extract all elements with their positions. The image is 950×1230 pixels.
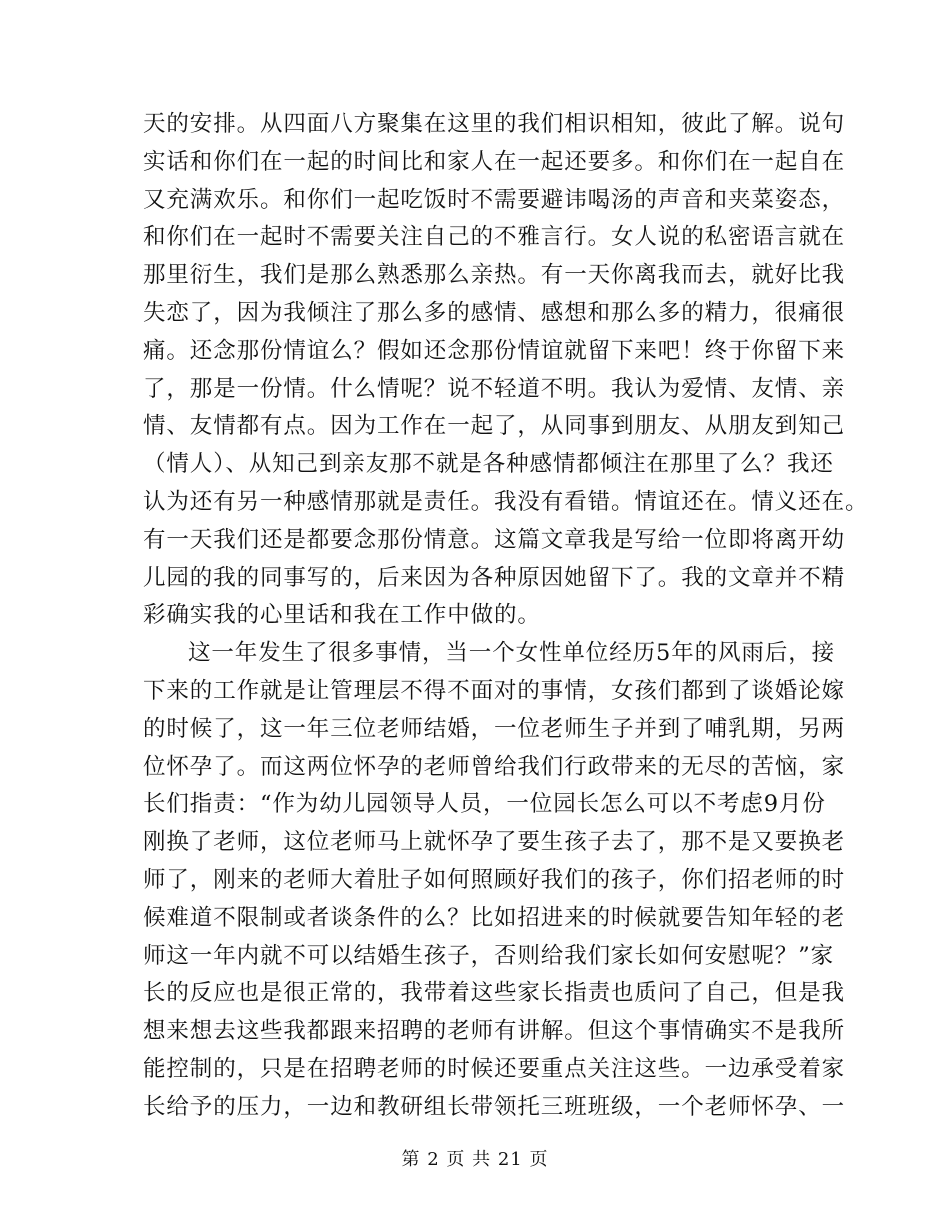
text-line: 实话和你们在一起的时间比和家人在一起还要多。和你们在一起自在 — [143, 148, 846, 175]
text-line: 和你们在一起时不需要关注自己的不雅言行。女人说的私密语言就在 — [143, 224, 846, 251]
text-line: 想来想去这些我都跟来招聘的老师有讲解。但这个事情确实不是我所 — [143, 1018, 846, 1045]
text-line: 长们指责：“作为幼儿园领导人员，一位园长怎么可以不考虑9月份 — [143, 791, 826, 818]
text-line: 痛。还念那份情谊么？假如还念那份情谊就留下来吧！终于你留下来 — [143, 337, 846, 364]
text-line: 又充满欢乐。和你们一起吃饭时不需要避讳喝汤的声音和夹菜姿态， — [143, 186, 846, 213]
text-line: 了，那是一份情。什么情呢？说不轻道不明。我认为爱情、友情、亲 — [143, 375, 846, 402]
paragraph-first-line: 这一年发生了很多事情，当一个女性单位经历5年的风雨后，接 — [188, 640, 836, 667]
text-line: 长给予的压力，一边和教研组长带领托三班班级，一个老师怀孕、一 — [143, 1093, 846, 1120]
text-line: 师了，刚来的老师大着肚子如何照顾好我们的孩子，你们招老师的时 — [143, 866, 846, 893]
text-line: 刚换了老师，这位老师马上就怀孕了要生孩子去了，那不是又要换老 — [143, 829, 846, 856]
body-text — [143, 106, 869, 1127]
text-line: 候难道不限制或者谈条件的么？比如招进来的时候就要告知年轻的老 — [143, 904, 846, 931]
text-line: 儿园的我的同事写的，后来因为各种原因她留下了。我的文章并不精 — [143, 564, 846, 591]
text-line: 师这一年内就不可以结婚生孩子，否则给我们家长如何安慰呢？”家 — [143, 942, 835, 969]
text-line: 彩确实我的心里话和我在工作中做的。 — [143, 602, 541, 629]
text-line: 长的反应也是很正常的，我带着这些家长指责也质问了自己，但是我 — [143, 980, 846, 1007]
text-line: 能控制的，只是在招聘老师的时候还要重点关注这些。一边承受着家 — [143, 1055, 846, 1082]
text-line: 情、友情都有点。因为工作在一起了，从同事到朋友、从朋友到知己 — [143, 413, 846, 440]
text-line: 失恋了，因为我倾注了那么多的感情、感想和那么多的精力，很痛很 — [143, 299, 846, 326]
text-line: 那里衍生，我们是那么熟悉那么亲热。有一天你离我而去，就好比我 — [143, 262, 846, 289]
text-line: （情人）、从知己到亲友那不就是各种感情都倾注在那里了么？我还 — [143, 451, 834, 478]
text-line: 有一天我们还是都要念那份情意。这篇文章我是写给一位即将离开幼 — [143, 526, 846, 553]
text-line: 天的安排。从四面八方聚集在这里的我们相识相知，彼此了解。说句 — [143, 111, 846, 137]
text-line: 的时候了，这一年三位老师结婚，一位老师生子并到了哺乳期，另两 — [143, 715, 846, 742]
page-number-footer: 第 2 页 共 21 页 — [401, 1149, 549, 1170]
text-line: 下来的工作就是让管理层不得不面对的事情，女孩们都到了谈婚论嫁 — [143, 677, 846, 704]
text-line: 认为还有另一种感情那就是责任。我没有看错。情谊还在。情义还在。 — [143, 488, 869, 515]
text-line: 位怀孕了。而这两位怀孕的老师曾给我们行政带来的无尽的苦恼，家 — [143, 753, 846, 780]
